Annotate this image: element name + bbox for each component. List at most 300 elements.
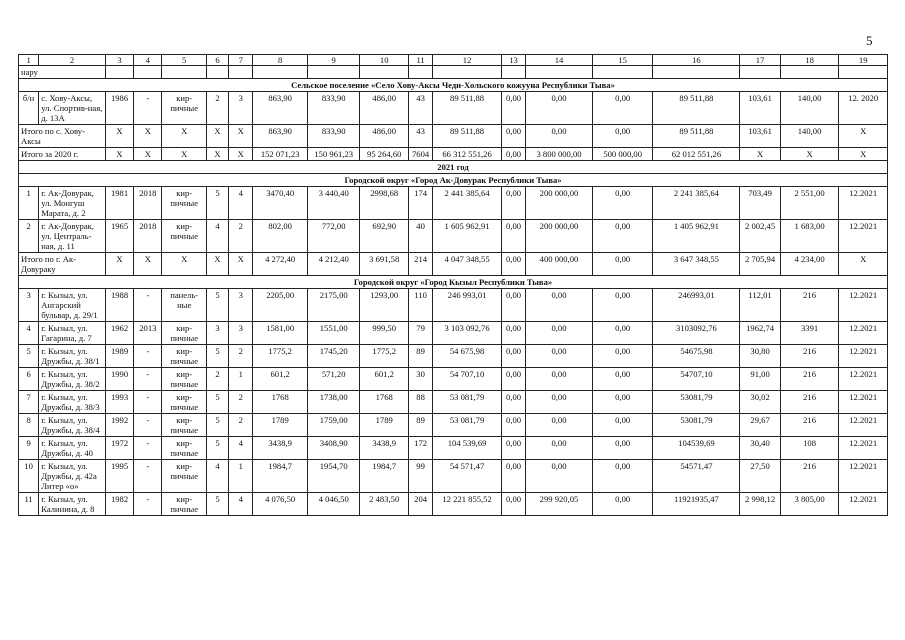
table-cell: 2 998,12 bbox=[740, 493, 780, 516]
table-cell: 12.2021 bbox=[839, 220, 888, 253]
table-cell: 152 071,23 bbox=[253, 148, 308, 161]
table-cell: 500 000,00 bbox=[592, 148, 653, 161]
table-cell: 1768 bbox=[360, 391, 409, 414]
empty-cell bbox=[408, 66, 432, 79]
section-title: Городской округ «Город Кызыл Республики Тыва» bbox=[19, 276, 888, 289]
table-cell: 3 bbox=[229, 322, 253, 345]
table-row bbox=[19, 322, 888, 345]
table-cell: 5 bbox=[206, 493, 228, 516]
empty-cell bbox=[653, 66, 740, 79]
table-cell: 2 705,94 bbox=[740, 253, 780, 276]
table-cell: 486,00 bbox=[360, 92, 409, 125]
table-cell: 1 405 962,91 bbox=[653, 220, 740, 253]
table-cell: 692,90 bbox=[360, 220, 409, 253]
header-cell: 7 bbox=[229, 55, 253, 66]
table-cell: 1 683,00 bbox=[780, 220, 839, 253]
table-cell: 43 bbox=[408, 92, 432, 125]
table-cell: 3 440,40 bbox=[307, 187, 360, 220]
table-cell: 29,67 bbox=[740, 414, 780, 437]
table-row bbox=[19, 187, 888, 220]
table-cell: 1984,7 bbox=[360, 460, 409, 493]
table-cell: 1775,2 bbox=[360, 345, 409, 368]
table-cell: 1984,7 bbox=[253, 460, 308, 493]
table-cell: 0,00 bbox=[592, 345, 653, 368]
table-cell: 140,00 bbox=[780, 92, 839, 125]
table-cell: X bbox=[134, 253, 162, 276]
table-cell: 400 000,00 bbox=[526, 253, 593, 276]
table-cell: 30,80 bbox=[740, 345, 780, 368]
table-cell: 4 272,40 bbox=[253, 253, 308, 276]
table-cell: 12.2021 bbox=[839, 345, 888, 368]
table-cell: 1990 bbox=[105, 368, 133, 391]
header-cell: 3 bbox=[105, 55, 133, 66]
table-cell: 6 bbox=[19, 368, 39, 391]
table-cell: 3 805,00 bbox=[780, 493, 839, 516]
table-cell: 0,00 bbox=[526, 345, 593, 368]
table-cell: 1965 bbox=[105, 220, 133, 253]
table-cell: 4 047 348,55 bbox=[433, 253, 502, 276]
table-cell: 103,61 bbox=[740, 125, 780, 148]
table-cell: 30,40 bbox=[740, 437, 780, 460]
table-cell: 216 bbox=[780, 460, 839, 493]
table-cell: 30 bbox=[408, 368, 432, 391]
table-cell: 110 bbox=[408, 289, 432, 322]
table-cell: 5 bbox=[206, 414, 228, 437]
table-cell: X bbox=[780, 148, 839, 161]
table-cell: 54 571,47 bbox=[433, 460, 502, 493]
table-cell: кир-пичные bbox=[162, 368, 206, 391]
table-cell: 216 bbox=[780, 391, 839, 414]
table-cell: 3 bbox=[229, 289, 253, 322]
table-cell: 3103092,76 bbox=[653, 322, 740, 345]
table-cell: г. Ак-Довурак, ул. Монгуш Марата, д. 2 bbox=[39, 187, 106, 220]
table-cell: 54571,47 bbox=[653, 460, 740, 493]
table-cell: 2 002,45 bbox=[740, 220, 780, 253]
table-cell: 53081,79 bbox=[653, 414, 740, 437]
empty-cell bbox=[134, 66, 162, 79]
header-row bbox=[19, 55, 888, 66]
table-cell: 0,00 bbox=[592, 220, 653, 253]
table-cell: 12 221 855,52 bbox=[433, 493, 502, 516]
page-number: 5 bbox=[866, 33, 873, 48]
empty-cell bbox=[206, 66, 228, 79]
table-cell: - bbox=[134, 493, 162, 516]
table-cell: 12.2021 bbox=[839, 368, 888, 391]
table-cell: 4 bbox=[206, 220, 228, 253]
table-cell: 12.2021 bbox=[839, 289, 888, 322]
table-cell: 0,00 bbox=[592, 92, 653, 125]
table-cell: 4 bbox=[206, 460, 228, 493]
table-cell: 0,00 bbox=[501, 289, 525, 322]
table-cell: 2013 bbox=[134, 322, 162, 345]
table-cell: 89 511,88 bbox=[433, 125, 502, 148]
table-cell: 172 bbox=[408, 437, 432, 460]
table-cell: - bbox=[134, 289, 162, 322]
table-cell: 3 647 348,55 bbox=[653, 253, 740, 276]
table-cell: X bbox=[839, 125, 888, 148]
table-cell: 3438,9 bbox=[360, 437, 409, 460]
header-cell: 11 bbox=[408, 55, 432, 66]
table-cell: 62 012 551,26 bbox=[653, 148, 740, 161]
table-cell: X bbox=[229, 148, 253, 161]
table-cell: 216 bbox=[780, 289, 839, 322]
table-cell: 1989 bbox=[105, 345, 133, 368]
table-cell: 0,00 bbox=[501, 125, 525, 148]
table-cell: 1954,70 bbox=[307, 460, 360, 493]
table-cell: 12.2021 bbox=[839, 493, 888, 516]
table-cell: - bbox=[134, 414, 162, 437]
table-cell: X bbox=[162, 253, 206, 276]
table-cell: 3 bbox=[206, 322, 228, 345]
header-cell: 12 bbox=[433, 55, 502, 66]
table-cell: 3470,40 bbox=[253, 187, 308, 220]
housing-registry-table bbox=[18, 54, 888, 516]
table-cell: 0,00 bbox=[526, 414, 593, 437]
table-cell: 299 920,05 bbox=[526, 493, 593, 516]
table-cell: г. Кызыл, ул. Дружбы, д. 38/3 bbox=[39, 391, 106, 414]
table-cell: 246993,01 bbox=[653, 289, 740, 322]
header-cell: 16 bbox=[653, 55, 740, 66]
table-cell: 863,90 bbox=[253, 92, 308, 125]
table-cell: Итого по г. Ак-Довураку bbox=[19, 253, 106, 276]
table-row bbox=[19, 220, 888, 253]
table-cell: 91,00 bbox=[740, 368, 780, 391]
table-cell: 0,00 bbox=[526, 391, 593, 414]
table-cell: 0,00 bbox=[501, 414, 525, 437]
table-cell: кир-пичные bbox=[162, 391, 206, 414]
table-cell: 40 bbox=[408, 220, 432, 253]
table-cell: 2175,00 bbox=[307, 289, 360, 322]
table-cell: 2998,68 bbox=[360, 187, 409, 220]
table-cell: 772,00 bbox=[307, 220, 360, 253]
table-cell: 2018 bbox=[134, 187, 162, 220]
table-cell: X bbox=[105, 253, 133, 276]
table-cell: 4 046,50 bbox=[307, 493, 360, 516]
table-cell: 216 bbox=[780, 414, 839, 437]
table-cell: 1 bbox=[229, 368, 253, 391]
table-cell: 2 241 385,64 bbox=[653, 187, 740, 220]
section-title: Городской округ «Город Ак-Довурак Республики Тыва» bbox=[19, 174, 888, 187]
table-cell: 12.2021 bbox=[839, 414, 888, 437]
table-cell: 4 bbox=[229, 187, 253, 220]
table-cell: 104 539,69 bbox=[433, 437, 502, 460]
table-cell: 108 bbox=[780, 437, 839, 460]
table-cell: 8 bbox=[19, 414, 39, 437]
table-cell: 4 bbox=[19, 322, 39, 345]
table-cell: кир-пичные bbox=[162, 493, 206, 516]
table-cell: г. Кызыл, ул. Гагарина, д. 7 bbox=[39, 322, 106, 345]
table-cell: 4 234,00 bbox=[780, 253, 839, 276]
table-cell: кир-пичные bbox=[162, 437, 206, 460]
table-cell: 3438,9 bbox=[253, 437, 308, 460]
table-row bbox=[19, 414, 888, 437]
table-cell: 30,02 bbox=[740, 391, 780, 414]
table-cell: 1768 bbox=[253, 391, 308, 414]
table-cell: - bbox=[134, 391, 162, 414]
section-title: Сельское поселение «Село Хову-Аксы Чеди-Хольского кожууна Республики Тыва» bbox=[19, 79, 888, 92]
table-cell: 2018 bbox=[134, 220, 162, 253]
table-cell: 89 511,88 bbox=[653, 92, 740, 125]
table-cell: 200 000,00 bbox=[526, 187, 593, 220]
table-cell: 43 bbox=[408, 125, 432, 148]
table-cell: 1988 bbox=[105, 289, 133, 322]
table-cell: 89 511,88 bbox=[433, 92, 502, 125]
table-cell: 0,00 bbox=[526, 92, 593, 125]
table-cell: 5 bbox=[206, 289, 228, 322]
table-cell: 174 bbox=[408, 187, 432, 220]
table-row bbox=[19, 253, 888, 276]
table-cell: 2 551,00 bbox=[780, 187, 839, 220]
table-cell: 27,50 bbox=[740, 460, 780, 493]
table-cell: г. Кызыл, ул. Дружбы, д. 38/2 bbox=[39, 368, 106, 391]
table-cell: 0,00 bbox=[592, 414, 653, 437]
table-cell: 2 bbox=[229, 345, 253, 368]
table-cell: кир-пичные bbox=[162, 322, 206, 345]
table-cell: 1962 bbox=[105, 322, 133, 345]
table-cell: 2 bbox=[19, 220, 39, 253]
table-cell: X bbox=[105, 148, 133, 161]
table-cell: 1992 bbox=[105, 414, 133, 437]
table-cell: 802,00 bbox=[253, 220, 308, 253]
table-cell: X bbox=[839, 253, 888, 276]
empty-cell bbox=[839, 66, 888, 79]
empty-cell bbox=[307, 66, 360, 79]
table-cell: 2205,00 bbox=[253, 289, 308, 322]
table-cell: 54 707,10 bbox=[433, 368, 502, 391]
table-cell: 833,90 bbox=[307, 92, 360, 125]
table-cell: 7 bbox=[19, 391, 39, 414]
header-cell: 18 bbox=[780, 55, 839, 66]
table-cell: б/н bbox=[19, 92, 39, 125]
table-cell: панель-ные bbox=[162, 289, 206, 322]
table-cell: 216 bbox=[780, 368, 839, 391]
empty-cell bbox=[780, 66, 839, 79]
table-cell: - bbox=[134, 368, 162, 391]
table-cell: 1995 bbox=[105, 460, 133, 493]
table-cell: 204 bbox=[408, 493, 432, 516]
table-cell: 0,00 bbox=[501, 368, 525, 391]
table-cell: 863,90 bbox=[253, 125, 308, 148]
table-cell: Итого за 2020 г. bbox=[19, 148, 106, 161]
table-cell: 5 bbox=[206, 391, 228, 414]
table-cell: кир-пичные bbox=[162, 92, 206, 125]
header-cell: 1 bbox=[19, 55, 39, 66]
table-cell: 1981 bbox=[105, 187, 133, 220]
empty-cell bbox=[360, 66, 409, 79]
table-cell: 0,00 bbox=[592, 391, 653, 414]
table-cell: 5 bbox=[206, 345, 228, 368]
table-cell: 0,00 bbox=[526, 460, 593, 493]
table-cell: X bbox=[134, 125, 162, 148]
table-cell: 11921935,47 bbox=[653, 493, 740, 516]
table-cell: 0,00 bbox=[592, 253, 653, 276]
table-cell: 4 212,40 bbox=[307, 253, 360, 276]
header-cell: 10 bbox=[360, 55, 409, 66]
table-cell: 12.2021 bbox=[839, 460, 888, 493]
table-cell: г. Кызыл, ул. Калинина, д. 8 bbox=[39, 493, 106, 516]
table-cell: 200 000,00 bbox=[526, 220, 593, 253]
table-cell: кир-пичные bbox=[162, 187, 206, 220]
table-cell: 0,00 bbox=[501, 322, 525, 345]
table-cell: 1 bbox=[19, 187, 39, 220]
table-cell: 2 bbox=[206, 92, 228, 125]
table-cell: 140,00 bbox=[780, 125, 839, 148]
table-cell: 999,50 bbox=[360, 322, 409, 345]
table-row bbox=[19, 125, 888, 148]
table-cell: 12.2021 bbox=[839, 437, 888, 460]
table-cell: 79 bbox=[408, 322, 432, 345]
table-cell: 3 bbox=[19, 289, 39, 322]
table-cell: 1738,00 bbox=[307, 391, 360, 414]
table-cell: 53 081,79 bbox=[433, 414, 502, 437]
table-cell: 0,00 bbox=[526, 368, 593, 391]
table-cell: 571,20 bbox=[307, 368, 360, 391]
table-row bbox=[19, 148, 888, 161]
table-cell: 4 076,50 bbox=[253, 493, 308, 516]
empty-cell bbox=[162, 66, 206, 79]
header-cell: 5 bbox=[162, 55, 206, 66]
table-cell: 3391 bbox=[780, 322, 839, 345]
table-cell: 1962,74 bbox=[740, 322, 780, 345]
empty-cell bbox=[740, 66, 780, 79]
table-row bbox=[19, 391, 888, 414]
table-cell: 0,00 bbox=[501, 493, 525, 516]
header-cell: 19 bbox=[839, 55, 888, 66]
table-cell: 53 081,79 bbox=[433, 391, 502, 414]
table-row bbox=[19, 437, 888, 460]
table-cell: X bbox=[134, 148, 162, 161]
table-cell: 89 bbox=[408, 345, 432, 368]
table-cell: с. Хову-Аксы, ул. Спортив-ная, д. 13А bbox=[39, 92, 106, 125]
table-cell: 214 bbox=[408, 253, 432, 276]
table-cell: - bbox=[134, 460, 162, 493]
table-cell: 1551,00 bbox=[307, 322, 360, 345]
header-cell: 15 bbox=[592, 55, 653, 66]
table-cell: 3 103 092,76 bbox=[433, 322, 502, 345]
table-cell: 104539,69 bbox=[653, 437, 740, 460]
table-cell: 99 bbox=[408, 460, 432, 493]
table-cell: 0,00 bbox=[592, 289, 653, 322]
table-cell: - bbox=[134, 437, 162, 460]
table-cell: 0,00 bbox=[526, 289, 593, 322]
header-cell: 4 bbox=[134, 55, 162, 66]
carry-cell: нару bbox=[19, 66, 106, 79]
table-cell: 54707,10 bbox=[653, 368, 740, 391]
table-cell: X bbox=[206, 253, 228, 276]
table-row bbox=[19, 368, 888, 391]
table-cell: 150 961,23 bbox=[307, 148, 360, 161]
section-title: 2021 год bbox=[19, 161, 888, 174]
table-cell: кир-пичные bbox=[162, 220, 206, 253]
table-cell: 11 bbox=[19, 493, 39, 516]
table-cell: кир-пичные bbox=[162, 414, 206, 437]
table-cell: 486,00 bbox=[360, 125, 409, 148]
table-cell: 0,00 bbox=[526, 437, 593, 460]
carry-row bbox=[19, 66, 888, 79]
table-cell: 1993 bbox=[105, 391, 133, 414]
table-cell: г. Кызыл, ул. Дружбы, д. 40 bbox=[39, 437, 106, 460]
table-cell: 1789 bbox=[253, 414, 308, 437]
table-cell: - bbox=[134, 92, 162, 125]
table-row bbox=[19, 92, 888, 125]
table-row bbox=[19, 493, 888, 516]
table-cell: X bbox=[162, 125, 206, 148]
header-cell: 8 bbox=[253, 55, 308, 66]
table-cell: 1293,00 bbox=[360, 289, 409, 322]
table-cell: 0,00 bbox=[526, 125, 593, 148]
table-cell: 2 441 385,64 bbox=[433, 187, 502, 220]
table-cell: X bbox=[162, 148, 206, 161]
table-cell: кир-пичные bbox=[162, 345, 206, 368]
empty-cell bbox=[592, 66, 653, 79]
table-cell: X bbox=[229, 125, 253, 148]
table-cell: 216 bbox=[780, 345, 839, 368]
table-cell: 0,00 bbox=[501, 148, 525, 161]
table-cell: X bbox=[229, 253, 253, 276]
table-cell: 1581,00 bbox=[253, 322, 308, 345]
table-cell: 1986 bbox=[105, 92, 133, 125]
table-cell: 95 264,60 bbox=[360, 148, 409, 161]
table-cell: 4 bbox=[229, 437, 253, 460]
table-cell: X bbox=[740, 148, 780, 161]
table-cell: 3 691,58 bbox=[360, 253, 409, 276]
table-cell: 7604 bbox=[408, 148, 432, 161]
table-cell: X bbox=[206, 125, 228, 148]
table-cell: 1972 bbox=[105, 437, 133, 460]
table-cell: 88 bbox=[408, 391, 432, 414]
table-cell: 3 bbox=[229, 92, 253, 125]
table-cell: г. Кызыл, ул. Дружбы, д. 42а Литер «о» bbox=[39, 460, 106, 493]
table-cell: 601,2 bbox=[253, 368, 308, 391]
table-cell: 1745,20 bbox=[307, 345, 360, 368]
table-cell: 1789 bbox=[360, 414, 409, 437]
header-cell: 6 bbox=[206, 55, 228, 66]
table-cell: 12.2021 bbox=[839, 187, 888, 220]
section-title-row bbox=[19, 174, 888, 187]
table-cell: 0,00 bbox=[592, 460, 653, 493]
table-cell: 112,01 bbox=[740, 289, 780, 322]
section-title-row bbox=[19, 161, 888, 174]
table-row bbox=[19, 289, 888, 322]
table-cell: 0,00 bbox=[592, 437, 653, 460]
header-cell: 13 bbox=[501, 55, 525, 66]
table-cell: 1982 bbox=[105, 493, 133, 516]
table-cell: X bbox=[839, 148, 888, 161]
table-cell: 0,00 bbox=[501, 437, 525, 460]
table-cell: 103,61 bbox=[740, 92, 780, 125]
table-cell: 1 bbox=[229, 460, 253, 493]
table-cell: 2 bbox=[229, 220, 253, 253]
table-cell: 2 bbox=[206, 368, 228, 391]
empty-cell bbox=[433, 66, 502, 79]
table-cell: 5 bbox=[19, 345, 39, 368]
empty-cell bbox=[105, 66, 133, 79]
table-cell: 9 bbox=[19, 437, 39, 460]
table-cell: 66 312 551,26 bbox=[433, 148, 502, 161]
table-cell: 703,49 bbox=[740, 187, 780, 220]
table-cell: 0,00 bbox=[501, 460, 525, 493]
table-cell: 2 bbox=[229, 391, 253, 414]
empty-cell bbox=[526, 66, 593, 79]
table-cell: 0,00 bbox=[592, 493, 653, 516]
header-cell: 17 bbox=[740, 55, 780, 66]
table-cell: 54 675,98 bbox=[433, 345, 502, 368]
table-cell: 5 bbox=[206, 437, 228, 460]
section-title-row bbox=[19, 276, 888, 289]
table-cell: 89 bbox=[408, 414, 432, 437]
table-cell: 4 bbox=[229, 493, 253, 516]
table-cell: 246 993,01 bbox=[433, 289, 502, 322]
